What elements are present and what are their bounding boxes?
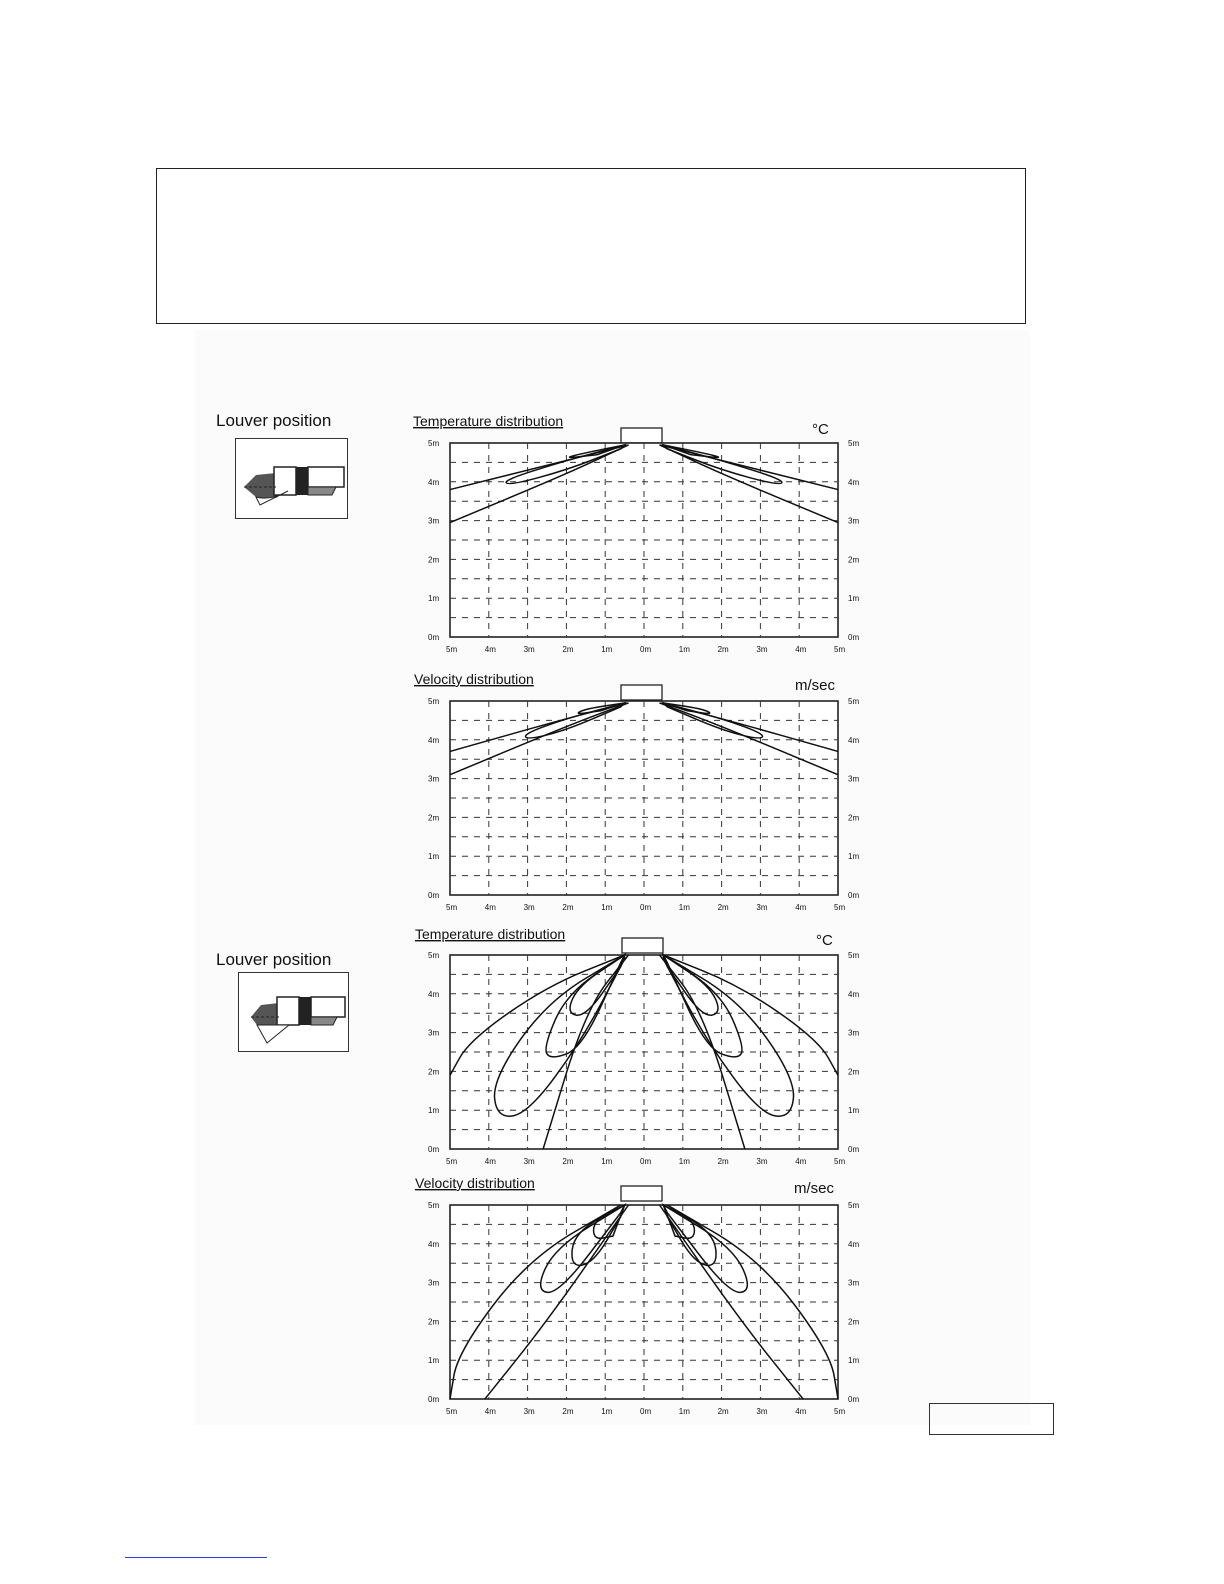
page-number-box xyxy=(929,1403,1054,1435)
chart-1-grid xyxy=(450,443,838,637)
x-tick-label: 1m xyxy=(678,1407,690,1416)
x-tick-label: 2m xyxy=(562,1157,574,1166)
y-tick-label-right: 0m xyxy=(848,891,860,900)
x-tick-label: 3m xyxy=(523,903,535,912)
x-tick-label: 2m xyxy=(562,645,574,654)
x-tick-label: 1m xyxy=(678,645,690,654)
x-tick-label: 4m xyxy=(795,1157,807,1166)
chart-1-title: Temperature distribution xyxy=(413,413,564,429)
louver-horizontal-icon xyxy=(235,438,348,519)
y-tick-label-right: 4m xyxy=(848,1239,860,1249)
x-tick-label: 2m xyxy=(717,1407,729,1416)
x-tick-label: 3m xyxy=(756,645,768,654)
y-tick-label-left: 1m xyxy=(428,852,440,862)
chart-3-title: Temperature distribution xyxy=(415,926,566,942)
y-tick-label-left: 3m xyxy=(428,1278,440,1288)
y-tick-label-right: 1m xyxy=(848,1356,860,1366)
y-tick-label-left: 2m xyxy=(428,813,440,823)
chart-4 xyxy=(410,1172,870,1417)
y-tick-label-right: 2m xyxy=(848,1317,860,1327)
y-tick-label-right: 1m xyxy=(848,1106,860,1116)
x-tick-label: 5m xyxy=(446,903,458,912)
y-tick-label-right: 2m xyxy=(848,555,860,565)
x-tick-label: 1m xyxy=(678,1157,690,1166)
y-tick-label-left: 0m xyxy=(428,1145,440,1154)
chart-2-unit: m/sec xyxy=(795,677,836,694)
x-tick-label: 0m xyxy=(640,645,652,654)
y-tick-label-right: 5m xyxy=(848,1201,860,1210)
y-tick-label-right: 3m xyxy=(848,774,860,784)
y-tick-label-left: 5m xyxy=(428,697,440,706)
y-tick-label-right: 2m xyxy=(848,813,860,823)
y-tick-label-right: 0m xyxy=(848,1395,860,1404)
x-tick-label: 5m xyxy=(834,903,846,912)
y-tick-label-left: 4m xyxy=(428,989,440,999)
chart-2-title: Velocity distribution xyxy=(414,671,534,687)
chart-3-grid xyxy=(450,955,838,1149)
y-tick-label-left: 5m xyxy=(428,951,440,960)
x-tick-label: 3m xyxy=(756,903,768,912)
x-tick-label: 1m xyxy=(601,645,613,654)
y-tick-label-right: 4m xyxy=(848,735,860,745)
y-tick-label-right: 1m xyxy=(848,594,860,604)
y-tick-label-left: 5m xyxy=(428,439,440,448)
x-tick-label: 4m xyxy=(484,903,496,912)
louver-position-label-2: Louver position xyxy=(216,950,332,969)
y-tick-label-right: 0m xyxy=(848,633,860,642)
chart-2-grid xyxy=(450,701,838,895)
y-tick-label-left: 3m xyxy=(428,516,440,526)
x-tick-label: 2m xyxy=(717,645,729,654)
y-tick-label-left: 1m xyxy=(428,1356,440,1366)
indoor-unit-icon xyxy=(621,1186,662,1201)
y-tick-label-right: 4m xyxy=(848,989,860,999)
y-tick-label-left: 1m xyxy=(428,594,440,604)
louver-position-label-1: Louver position xyxy=(216,411,332,430)
indoor-unit-icon xyxy=(621,428,662,443)
y-tick-label-left: 2m xyxy=(428,555,440,565)
x-tick-label: 5m xyxy=(446,645,458,654)
footer-link-underline[interactable] xyxy=(125,1557,267,1558)
x-tick-label: 3m xyxy=(523,1407,535,1416)
x-tick-label: 3m xyxy=(756,1407,768,1416)
x-tick-label: 2m xyxy=(562,903,574,912)
indoor-unit-icon xyxy=(622,938,663,953)
x-tick-label: 4m xyxy=(484,1407,496,1416)
y-tick-label-right: 3m xyxy=(848,1278,860,1288)
chart-2 xyxy=(410,668,870,913)
y-tick-label-left: 5m xyxy=(428,1201,440,1210)
y-tick-label-right: 3m xyxy=(848,516,860,526)
x-tick-label: 4m xyxy=(795,645,807,654)
louver-downward-icon xyxy=(238,972,349,1052)
x-tick-label: 0m xyxy=(640,1407,652,1416)
x-tick-label: 2m xyxy=(717,903,729,912)
y-tick-label-right: 4m xyxy=(848,477,860,487)
x-tick-label: 4m xyxy=(795,903,807,912)
y-tick-label-left: 4m xyxy=(428,477,440,487)
chart-3-unit: °C xyxy=(816,932,833,949)
x-tick-label: 1m xyxy=(678,903,690,912)
y-tick-label-right: 5m xyxy=(848,439,860,448)
x-tick-label: 5m xyxy=(446,1407,458,1416)
y-tick-label-right: 0m xyxy=(848,1145,860,1154)
x-tick-label: 1m xyxy=(601,903,613,912)
x-tick-label: 2m xyxy=(717,1157,729,1166)
x-tick-label: 4m xyxy=(484,645,496,654)
x-tick-label: 0m xyxy=(640,903,652,912)
y-tick-label-right: 3m xyxy=(848,1028,860,1038)
y-tick-label-left: 0m xyxy=(428,891,440,900)
chart-4-unit: m/sec xyxy=(794,1180,835,1197)
header-box xyxy=(156,168,1026,324)
y-tick-label-left: 3m xyxy=(428,1028,440,1038)
chart-1 xyxy=(410,410,870,655)
chart-4-title: Velocity distribution xyxy=(415,1175,535,1191)
x-tick-label: 0m xyxy=(640,1157,652,1166)
indoor-unit-icon xyxy=(621,685,662,700)
y-tick-label-left: 1m xyxy=(428,1106,440,1116)
y-tick-label-left: 0m xyxy=(428,1395,440,1404)
y-tick-label-left: 0m xyxy=(428,633,440,642)
chart-1-unit: °C xyxy=(812,421,829,438)
x-tick-label: 3m xyxy=(523,1157,535,1166)
x-tick-label: 3m xyxy=(523,645,535,654)
y-tick-label-right: 2m xyxy=(848,1067,860,1077)
y-tick-label-left: 4m xyxy=(428,1239,440,1249)
y-tick-label-left: 4m xyxy=(428,735,440,745)
x-tick-label: 5m xyxy=(834,1157,846,1166)
x-tick-label: 4m xyxy=(795,1407,807,1416)
y-tick-label-left: 2m xyxy=(428,1067,440,1077)
x-tick-label: 5m xyxy=(834,645,846,654)
x-tick-label: 2m xyxy=(562,1407,574,1416)
y-tick-label-right: 5m xyxy=(848,697,860,706)
x-tick-label: 1m xyxy=(601,1407,613,1416)
x-tick-label: 4m xyxy=(484,1157,496,1166)
y-tick-label-right: 5m xyxy=(848,951,860,960)
x-tick-label: 5m xyxy=(834,1407,846,1416)
chart-3 xyxy=(410,922,870,1167)
y-tick-label-left: 3m xyxy=(428,774,440,784)
x-tick-label: 1m xyxy=(601,1157,613,1166)
y-tick-label-right: 1m xyxy=(848,852,860,862)
y-tick-label-left: 2m xyxy=(428,1317,440,1327)
x-tick-label: 3m xyxy=(756,1157,768,1166)
x-tick-label: 5m xyxy=(446,1157,458,1166)
